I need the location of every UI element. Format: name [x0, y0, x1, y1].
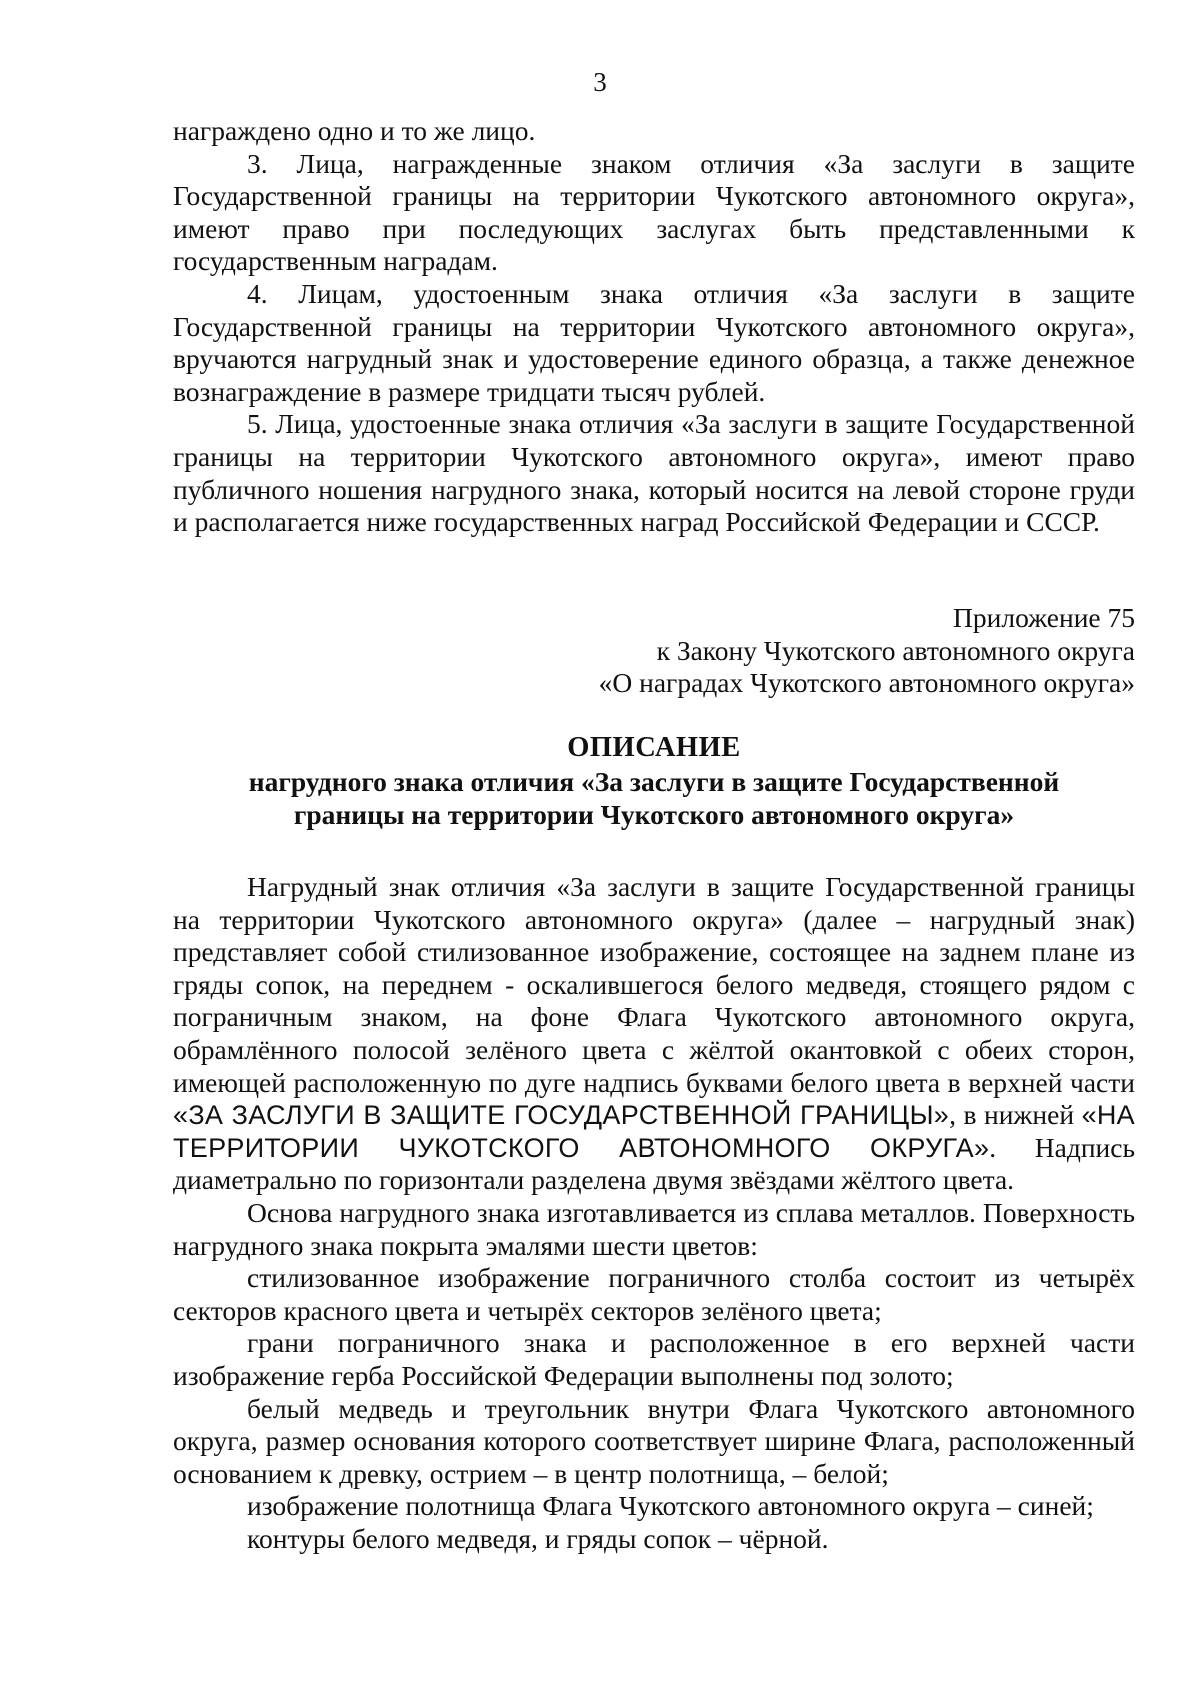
enamel-item: грани пограничного знака и расположенное в его верхней части изображение герба Российской Федерации выполнены под золото;	[173, 1327, 1135, 1391]
description-title	[173, 731, 1135, 832]
intro-text-2: , в нижней	[949, 1099, 1082, 1131]
article-item-3: 3. Лица, награжденные знаком отличия «За заслуги в защите Государственной границы на территории Чукотского автономного округа», имеют право при последующих заслугах быть представленными к государственным наградам.	[173, 147, 1135, 277]
description-body	[173, 871, 1135, 1555]
enamel-item: контуры белого медведя, и гряды сопок – чёрной.	[247, 1522, 829, 1554]
annex-number: Приложение 75	[953, 602, 1135, 633]
description-intro	[173, 871, 1135, 1197]
page-number: 3	[593, 67, 607, 97]
inscription-bottom: «НА ТЕРРИТОРИИ ЧУКОТСКОГО АВТОНОМНОГО ОКРУГА»	[173, 1100, 1135, 1163]
intro-text-1: Нагрудный знак отличия «За заслуги в защите Государственной границы на территории Чукотского автономного округа» (далее – нагрудный знак) представляет собой стилизованное изображение, состоящее на заднем плане из гряды сопок, на переднем - оскалившегося белого медведя, стоящего рядом с пограничным знаком, на фоне Флага Чукотского автономного округа, обрамлённого полосой зелёного цвета с жёлтой окантовкой с обеих сторон, имеющей расположенную по дуге надпись буквами белого цвета в верхней части	[173, 871, 1135, 1098]
enamel-item: изображение полотнища Флага Чукотского автономного округа – синей;	[247, 1490, 1094, 1522]
continuation-text: награждено одно и то же лицо.	[173, 115, 536, 146]
enamel-item: белый медведь и треугольник внутри Флага Чукотского автономного округа, размер основания которого соответствует ширине Флага, расположенный основанием к древку, острием – в центр полотнища, – белой;	[173, 1392, 1135, 1489]
title-heading: ОПИСАНИЕ	[567, 732, 741, 763]
intro-text-3: . Надпись диаметрально по горизонтали разделена двумя звёздами жёлтого цвета.	[173, 1131, 1135, 1196]
title-line-1: нагрудного знака отличия «За заслуги в защите Государственной	[248, 765, 1060, 797]
article-item-5: 5. Лица, удостоенные знака отличия «За заслуги в защите Государственной границы на территории Чукотского автономного округа», имеют право публичного ношения нагрудного знака, который носится на левой стороне груди и располагается ниже государственных наград Российской Федерации и СССР.	[173, 408, 1135, 538]
title-line-2: границы на территории Чукотского автономного округа»	[293, 799, 1015, 830]
article-item-4: 4. Лицам, удостоенным знака отличия «За заслуги в защите Государственной границы на территории Чукотского автономного округа», вручаются нагрудный знак и удостоверение единого образца, а также денежное вознаграждение в размере тридцати тысяч рублей.	[173, 277, 1135, 407]
inscription-top: «ЗА ЗАСЛУГИ В ЗАЩИТЕ ГОСУДАРСТВЕННОЙ ГРАНИЦЫ»	[173, 1100, 950, 1131]
annex-reference	[435, 602, 1135, 700]
annex-law-title: «О наградах Чукотского автономного округа»	[598, 667, 1135, 699]
enamel-item: стилизованное изображение пограничного столба состоит из четырёх секторов красного цвета и четырёх секторов зелёного цвета;	[173, 1262, 1135, 1326]
annex-law: к Закону Чукотского автономного округа	[656, 634, 1135, 666]
description-base: Основа нагрудного знака изготавливается из сплава металлов. Поверхность нагрудного знака покрыта эмалями шести цветов:	[173, 1196, 1135, 1261]
articles-block	[173, 115, 1135, 539]
